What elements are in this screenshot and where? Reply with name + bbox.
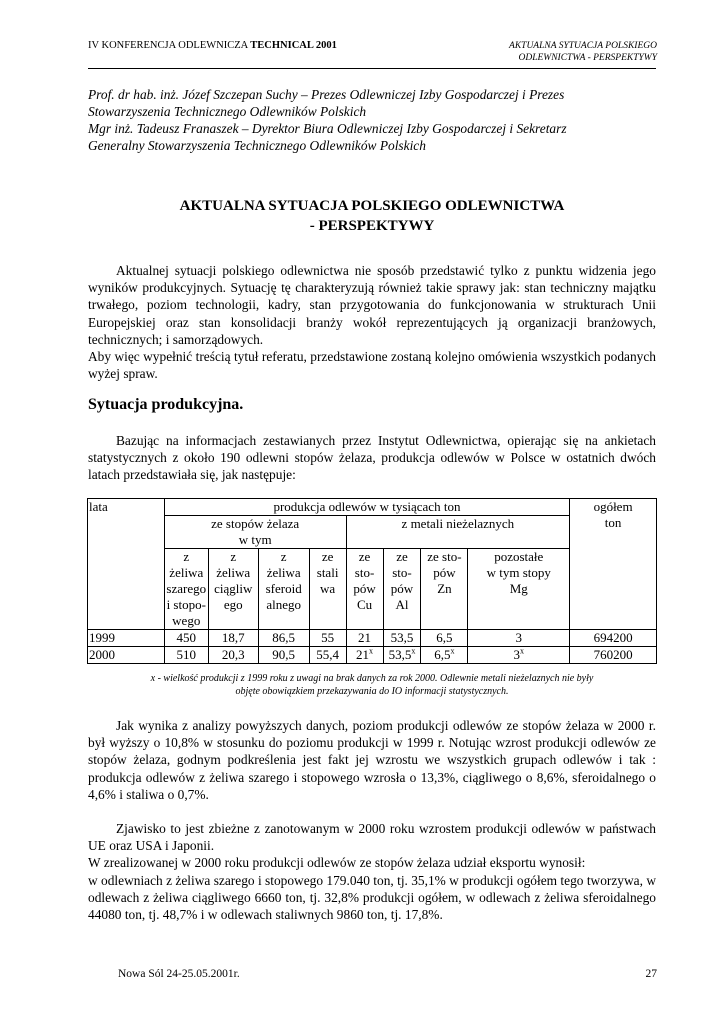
row-year: 2000 <box>88 647 165 664</box>
running-header-conference <box>88 40 337 51</box>
intro-text-1: Aktualnej sytuacji polskiego odlewnictwa nie sposób przedstawić tylko z punktu widzenia jego wyników produkcyjnych. Sytuację tę charakteryzują również takie sprawy jak: stan techniczny majątku trwałego, poziom technologii, kadry, stan przygotowania do funkcjonowania w strukturach Unii Europejskiej oraz stan konsolidacji branży wokół reprezentujących ją organizacji branżowych, technicznych; i samorządowych. <box>88 263 656 347</box>
cell-value: 510 <box>164 647 208 664</box>
col-malleable-iron <box>208 549 258 630</box>
header-total-line-1: ogółem <box>593 499 633 514</box>
col-copper-alloys <box>346 549 383 630</box>
col-label: z <box>280 549 287 564</box>
col-label: alnego <box>266 597 301 612</box>
col-zinc-alloys <box>421 549 468 630</box>
footnote-mark: x <box>519 646 524 656</box>
cell-value: 20,3 <box>208 647 258 664</box>
header-ferrous <box>164 516 346 549</box>
col-gray-iron <box>164 549 208 630</box>
header-title-line-2: ODLEWNICTWA - PERSPEKTYWY <box>518 53 657 63</box>
col-label: wego <box>172 613 201 628</box>
header-nonferrous: z metali nieżelaznych <box>346 516 570 549</box>
col-aluminium-alloys <box>383 549 421 630</box>
production-table <box>87 498 657 664</box>
col-label: pozostałe <box>494 549 544 564</box>
footnote-line-2: objęte obowiązkiem przekazywania do IO informacji statystycznych. <box>235 686 509 697</box>
col-label: sto- <box>392 565 412 580</box>
export-text-1: Zjawisko to jest zbieżne z zanotowanym w 2000 roku wzrostem produkcji odlewów w państwach UE oraz USA i Japonii. <box>88 821 656 854</box>
col-other-mg <box>468 549 570 630</box>
section-heading: Sytuacja produkcyjna. <box>88 396 244 413</box>
col-nodular-iron <box>258 549 309 630</box>
page-number: 27 <box>645 968 657 980</box>
cell-value <box>383 647 421 664</box>
col-label: wa <box>320 581 336 596</box>
intro-paragraph <box>88 262 656 382</box>
col-label: pów <box>433 565 456 580</box>
col-label: ego <box>223 597 243 612</box>
running-header-title <box>509 40 657 64</box>
analysis-text: Jak wynika z analizy powyższych danych, poziom produkcji odlewów ze stopów żelaza w 2000 r. był wyższy o 10,8% w stosunku do poziomu produkcji w 1999 r. Notując wzrost produkcji odlewów ze stopów żelaza, godnym podkreślenia jest fakt jej wzrostu we wszystkich grupach odlewów i tak : produkcja odlewów z żeliwa szarego i stopowego wzrosła o 13,3%, ciągliwego o 8,6%, sferoidalnego o 4,6% i staliwa o 0,7%. <box>88 718 656 802</box>
header-conference-name: TECHNICAL 2001 <box>250 40 337 51</box>
col-label: ze <box>358 549 371 564</box>
author-line-2: Stowarzyszenia Technicznego Odlewników Polskich <box>88 104 367 119</box>
paper-title <box>88 196 656 236</box>
col-label: ze <box>396 549 408 564</box>
author-line-1: Prof. dr hab. inż. Józef Szczepan Suchy – Prezes Odlewniczej Izby Gospodarczej i Prezes <box>88 87 565 102</box>
footnote-mark: x <box>450 646 455 656</box>
paper-title-line-2: - PERSPEKTYWY <box>309 218 435 234</box>
col-label: Al <box>395 597 409 612</box>
col-label: w tym stopy <box>486 565 551 580</box>
col-label: Zn <box>437 581 452 596</box>
cell-number: 21 <box>356 647 370 662</box>
cell-value: 3 <box>468 630 570 647</box>
cell-value: 18,7 <box>208 630 258 647</box>
cell-value: 90,5 <box>258 647 309 664</box>
cell-number: 6,5 <box>434 647 451 662</box>
cell-value: 55 <box>309 630 346 647</box>
col-label: pów <box>390 581 414 596</box>
analysis-paragraph <box>88 717 656 803</box>
col-label: pów <box>353 581 376 596</box>
cell-value: 450 <box>164 630 208 647</box>
footer-location-date: Nowa Sól 24-25.05.2001r. <box>118 968 240 980</box>
col-label: ciągliw <box>214 581 253 596</box>
col-cast-steel <box>309 549 346 630</box>
table-row <box>88 630 657 647</box>
cell-value: 53,5 <box>383 630 421 647</box>
col-label: żeliwa <box>266 565 301 580</box>
export-paragraph <box>88 820 656 923</box>
table-footnote <box>88 672 656 698</box>
header-divider <box>88 68 656 69</box>
section-intro-paragraph <box>88 432 656 484</box>
footnote-mark: x <box>369 646 374 656</box>
cell-total: 760200 <box>570 647 657 664</box>
footnote-line-1: x - wielkość produkcji z 1999 roku z uwagi na brak danych za rok 2000. Odlewnie metali nieżelaznych nie były <box>150 673 594 684</box>
col-label: sferoid <box>265 581 302 596</box>
header-title-line-1: AKTUALNA SYTUACJA POLSKIEGO <box>509 41 657 51</box>
row-year: 1999 <box>88 630 165 647</box>
col-label: szarego <box>166 581 207 596</box>
paper-title-line-1: AKTUALNA SYTUACJA POLSKIEGO ODLEWNICTWA <box>179 198 565 214</box>
col-label: ze <box>321 549 334 564</box>
authors-block <box>88 86 658 154</box>
col-label: żeliwa <box>216 565 251 580</box>
col-label: Cu <box>356 597 373 612</box>
header-conference-label: IV KONFERENCJA ODLEWNICZA <box>88 40 251 51</box>
cell-number: 3 <box>513 647 520 662</box>
author-line-3: Mgr inż. Tadeusz Franaszek – Dyrektor Biura Odlewniczej Izby Gospodarczej i Sekretarz <box>88 121 567 136</box>
cell-value: 21 <box>346 630 383 647</box>
cell-value <box>468 647 570 664</box>
header-total <box>570 499 657 630</box>
author-line-4: Generalny Stowarzyszenia Technicznego Odlewników Polskich <box>88 138 426 153</box>
header-total-line-2: ton <box>604 515 622 530</box>
header-years: lata <box>88 499 165 630</box>
export-text-2: W zrealizowanej w 2000 roku produkcji odlewów ze stopów żelaza udział eksportu wynosił: <box>88 855 586 871</box>
cell-total: 694200 <box>570 630 657 647</box>
header-ferrous-line-1: ze stopów żelaza <box>211 516 300 531</box>
col-label: sto- <box>354 565 375 580</box>
col-label: z <box>230 549 237 564</box>
header-production: produkcja odlewów w tysiącach ton <box>164 499 569 516</box>
export-text-3: w odlewniach z żeliwa szarego i stopowego 179.040 ton, tj. 35,1% w produkcji ogółem tego tworzywa, w odlewach z żeliwa ciągliwego 6660 ton, tj. 32,8% produkcji ogółem, w odlewach z żeliwa sferoidalnego 44080 ton, tj. 48,7% i w odlewach staliwnych 9860 ton, tj. 17,8%. <box>88 872 656 923</box>
col-label: ze sto- <box>427 549 462 564</box>
cell-value <box>421 647 468 664</box>
section-intro-text: Bazując na informacjach zestawianych przez Instytut Odlewnictwa, opierając się na ankietach statystycznych z około 190 odlewni stopów żelaza, produkcja odlewów w Polsce w ostatnich dwóch latach przedstawiała się, jak następuje: <box>88 433 656 483</box>
col-label: z <box>183 549 190 564</box>
col-label: Mg <box>509 581 528 596</box>
cell-value: 55,4 <box>309 647 346 664</box>
footnote-mark: x <box>411 646 416 656</box>
table-row <box>88 647 657 664</box>
cell-value: 6,5 <box>421 630 468 647</box>
cell-number: 53,5 <box>388 647 412 662</box>
col-label: i stopo- <box>166 597 206 612</box>
cell-value <box>346 647 383 664</box>
intro-text-2: Aby więc wypełnić treścią tytuł referatu, przedstawione zostaną kolejno omówienia wszystkich podanych wyżej spraw. <box>88 349 656 382</box>
cell-value: 86,5 <box>258 630 309 647</box>
header-ferrous-line-2: w tym <box>238 532 272 547</box>
col-label: stali <box>316 565 339 580</box>
col-label: żeliwa <box>169 565 204 580</box>
